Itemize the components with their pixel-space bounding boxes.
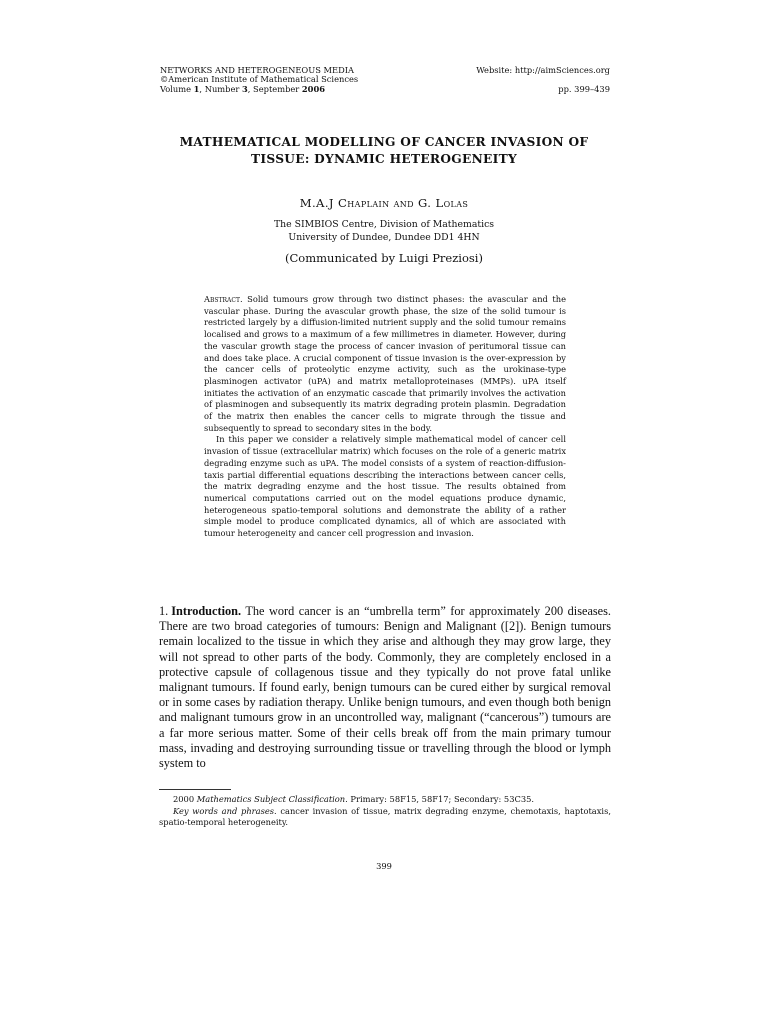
abstract-label: Abstract.: [204, 294, 243, 304]
journal-header-right: [440, 66, 610, 94]
paper-title: MATHEMATICAL MODELLING OF CANCER INVASION OF TISSUE: DYNAMIC HETEROGENEITY: [179, 135, 589, 166]
volume-line: Volume 1, Number 3, September 2006: [160, 83, 325, 94]
abstract-paragraph: Abstract. Solid tumours grow through two distinct phases: the avascular and the vascular phase. During the avascular growth phase, the size of the solid tumour is restricted largely by a diffusion-limited nutrient supply and the solid tumour remains localised and grows to a maximum of a few millimetres in diameter. However, during the vascular growth stage the process of cancer invasion of peritumoral tissue can and does take place. A crucial component of tissue invasion is the over-expression by the cancer cells of proteolytic enzyme activity, such as the urokinase-type plasminogen activator (uPA) and matrix metalloproteinases (MMPs). uPA itself initiates the activation of an enzymatic cascade that primarily involves the activation of plasminogen and subsequently its matrix degrading protein plasmin. Degradation of the matrix then enables the cancer cells to migrate through the tissue and subsequently to spread to secondary sites in the body.: [204, 294, 566, 433]
section-heading: Introduction.: [171, 604, 242, 618]
abstract-paragraph: In this paper we consider a relatively simple mathematical model of cancer cell invasion of tissue (extracellular matrix) which focuses on the role of a generic matrix degrading enzyme such as uPA. The model consists of a system of reaction-diffusion-taxis partial differential equations describing the interactions between cancer cells, the matrix degrading enzyme and the host tissue. The results obtained from numerical computations carried out on the model equations produce dynamic, heterogeneous spatio-temporal solutions and demonstrate the ability of a rather simple model to produce complicated dynamics, all of which are associated with tumour heterogeneity and cancer cell progression and invasion.: [204, 434, 566, 539]
year: 2006: [301, 83, 325, 94]
footnote: [159, 794, 611, 829]
volume-number: 1: [193, 83, 200, 94]
abstract: [204, 294, 566, 540]
journal-header: [160, 66, 358, 94]
introduction-section: [159, 604, 611, 771]
footnote-rule: [159, 789, 231, 790]
introduction-paragraph: 1. Introduction. The word cancer is an “umbrella term” for approximately 200 diseases. There are two broad categories of tumours: Benign and Malignant ([2]). Benign tumours remain localized to the tissue in which they arise and although they may grow large, they will not spread to other parts of the body. Commonly, they are completely enclosed in a protective capsule of collagenous tissue and they typically do not prove fatal unlike malignant tumours. If found early, benign tumours can be cured either by surgical removal or in some cases by radiation therapy. Unlike benign tumours, and even though both benign and malignant tumours grow in an uncontrolled way, malignant (“cancerous”) tumours are a far more serious matter. Some of their cells break off from the main primary tumour mass, invading and destroying surrounding tissue or travelling through the blood or lymph system to: [159, 604, 611, 771]
website-line: Website: http://aimSciences.org: [476, 65, 610, 75]
journal-name: NETWORKS AND HETEROGENEOUS MEDIA: [160, 65, 355, 75]
authors: M.A.J Chaplain and G. Lolas: [299, 196, 469, 210]
page-number: 399: [376, 861, 392, 871]
affiliation: The SIMBIOS Centre, Division of Mathematics University of Dundee, Dundee DD1 4HN: [273, 219, 495, 243]
copyright-line: ©American Institute of Mathematical Sciences: [160, 74, 359, 85]
section-number: 1.: [159, 604, 169, 618]
msc-classification: 2000 Mathematics Subject Classification. Primary: 58F15, 58F17; Secondary: 53C35.: [173, 794, 535, 804]
communicated-by: (Communicated by Luigi Preziosi): [285, 251, 483, 265]
issue-number: 3: [242, 83, 248, 94]
page-range: pp. 399–439: [558, 83, 610, 94]
keywords: Key words and phrases. cancer invasion of tissue, matrix degrading enzyme, chemotaxis, haptotaxis, spatio-temporal heterogeneity.: [159, 805, 611, 827]
